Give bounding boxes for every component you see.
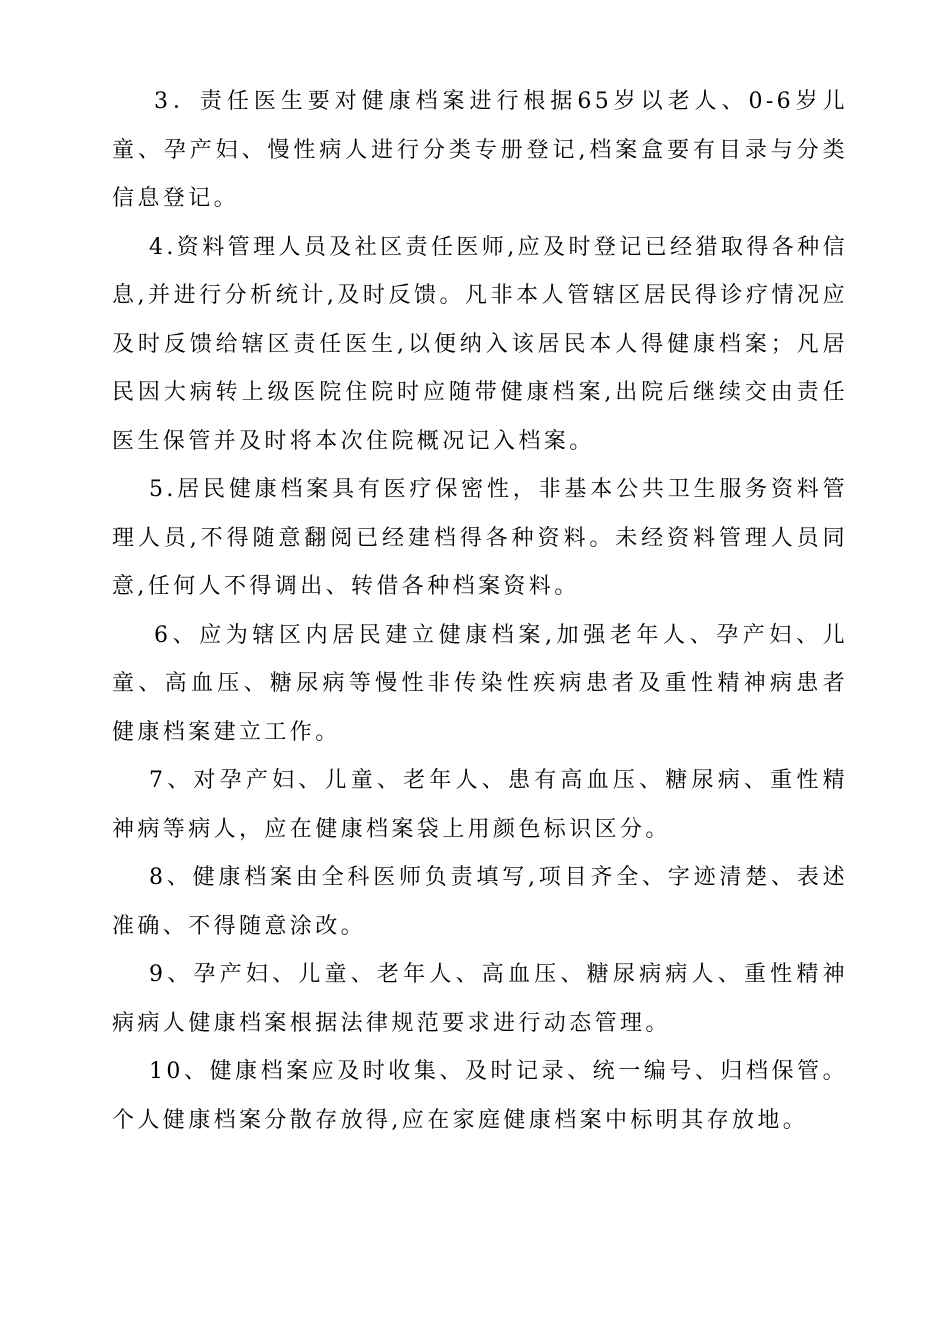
paragraph-5: 5.居民健康档案具有医疗保密性，非基本公共卫生服务资料管理人员,不得随意翻阅已经建档得各种资料。未经资料管理人员同意,任何人不得调出、转借各种档案资料。 [112, 477, 848, 599]
paragraph-6: 6、应为辖区内居民建立健康档案,加强老年人、孕产妇、儿童、高血压、糖尿病等慢性非传染性疾病患者及重性精神病患者健康档案建立工作。 [112, 622, 848, 745]
paragraph-8: 8、健康档案由全科医师负责填写,项目齐全、字迹清楚、表述准确、不得随意涂改。 [112, 865, 848, 939]
paragraph-10: 10、健康档案应及时收集、及时记录、统一编号、归档保管。个人健康档案分散存放得,应在家庭健康档案中标明其存放地。 [112, 1059, 848, 1133]
paragraph-4: 4.资料管理人员及社区责任医师,应及时登记已经猎取得各种信息,并进行分析统计,及时反馈。凡非本人管辖区居民得诊疗情况应及时反馈给辖区责任医生,以便纳入该居民本人得健康档案；凡居民因大病转上级医院住院时应随带健康档案,出院后继续交由责任医生保管并及时将本次住院概况记入档案。 [112, 234, 848, 454]
paragraph-3: 3．责任医生要对健康档案进行根据65岁以老人、0-6岁儿童、孕产妇、慢性病人进行分类专册登记,档案盒要有目录与分类信息登记。 [112, 89, 848, 211]
document-page [112, 78, 848, 1145]
paragraph-7: 7、对孕产妇、儿童、老年人、患有高血压、糖尿病、重性精神病等病人，应在健康档案袋上用颜色标识区分。 [112, 768, 848, 842]
paragraph-9: 9、孕产妇、儿童、老年人、高血压、糖尿病病人、重性精神病病人健康档案根据法律规范要求进行动态管理。 [112, 962, 848, 1036]
